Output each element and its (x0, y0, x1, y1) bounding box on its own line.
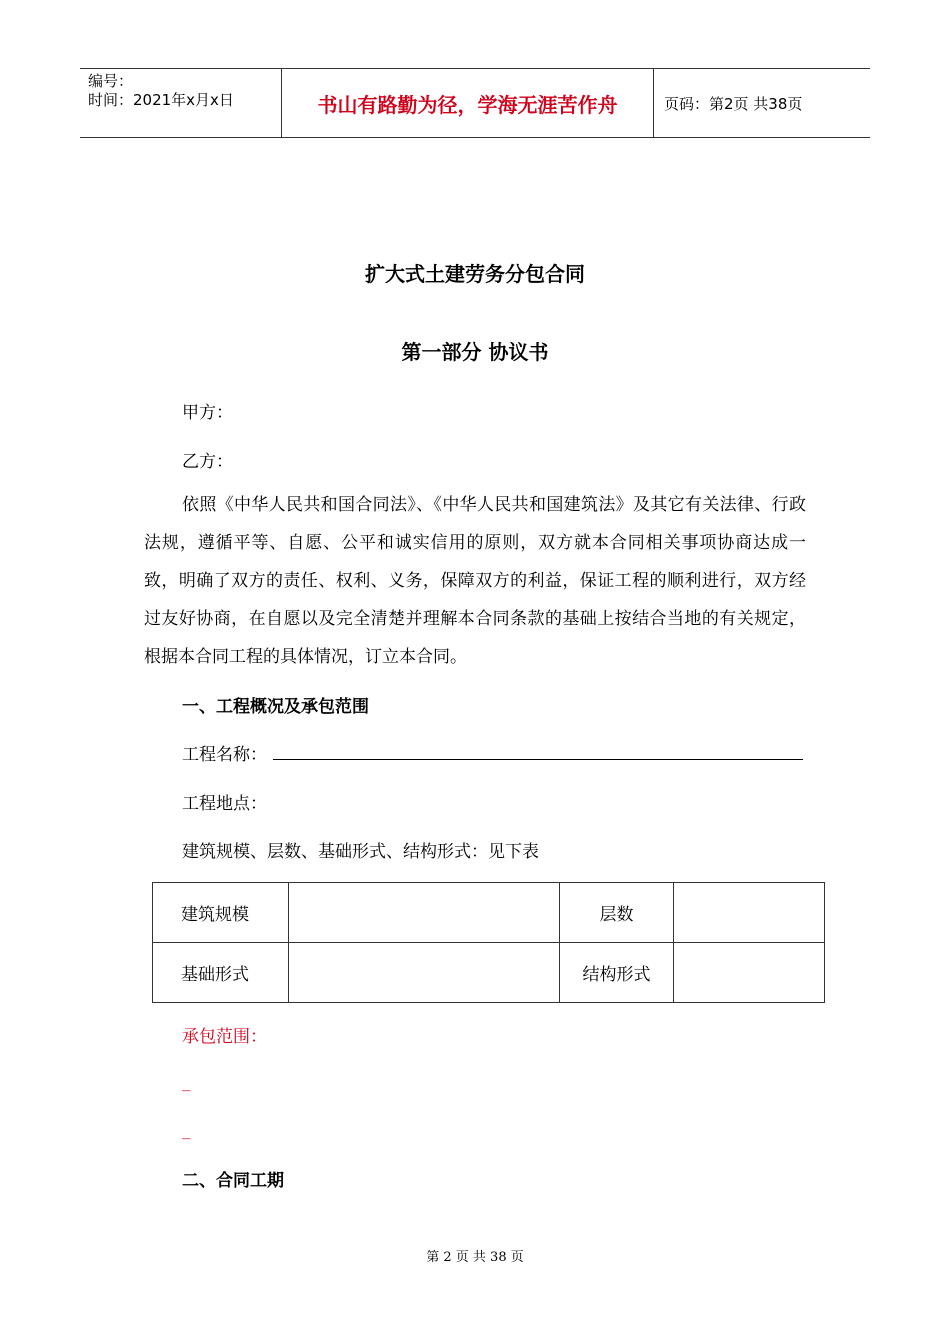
table-cell-floors-value (674, 883, 825, 943)
table-cell-foundation-label: 基础形式 (153, 943, 289, 1003)
scope-blank-1: _ (182, 1072, 191, 1092)
table-row (153, 943, 825, 1003)
section-1-heading: 一、工程概况及承包范围 (182, 697, 369, 717)
page-header (80, 68, 870, 138)
table-cell-scale-value (289, 883, 560, 943)
part-title: 第一部分 协议书 (401, 340, 549, 364)
project-name-row (182, 740, 803, 765)
project-name-blank (273, 743, 803, 760)
document-title: 扩大式土建劳务分包合同 (365, 262, 585, 286)
serial-label: 编号： (88, 72, 134, 90)
table-cell-scale-label: 建筑规模 (153, 883, 289, 943)
header-meta (80, 69, 282, 137)
table-cell-foundation-value (289, 943, 560, 1003)
section-2-heading: 二、合同工期 (182, 1171, 284, 1191)
project-location-label: 工程地点： (182, 794, 267, 814)
table-cell-floors-label: 层数 (560, 883, 674, 943)
project-info-table (152, 882, 825, 1003)
header-motto: 书山有路勤为径，学海无涯苦作舟 (282, 69, 654, 137)
table-cell-structure-label: 结构形式 (560, 943, 674, 1003)
date-label: 时间：2021年x月x日 (88, 91, 234, 109)
page-footer: 第 2 页 共 38 页 (426, 1250, 524, 1265)
project-name-label: 工程名称： (182, 745, 267, 765)
scale-line: 建筑规模、层数、基础形式、结构形式：见下表 (182, 842, 539, 862)
table-cell-structure-value (674, 943, 825, 1003)
header-page-info: 页码：第2页 共38页 (664, 94, 803, 113)
party-b-label: 乙方： (182, 452, 233, 472)
table-row (153, 883, 825, 943)
scope-label: 承包范围： (182, 1027, 267, 1047)
intro-paragraph: 依照《中华人民共和国合同法》、《中华人民共和国建筑法》及其它有关法律、行政法规，遵循平等、自愿、公平和诚实信用的原则，双方就本合同相关事项协商达成一致，明确了双方的责任、权利、义务，保障双方的利益，保证工程的顺利进行，双方经过友好协商，在自愿以及完全清楚并理解本合同条款的基础上按结合当地的有关规定，根据本合同工程的具体情况，订立本合同。 (144, 495, 806, 667)
party-a-label: 甲方： (182, 403, 233, 423)
scope-blank-2: _ (182, 1120, 191, 1140)
